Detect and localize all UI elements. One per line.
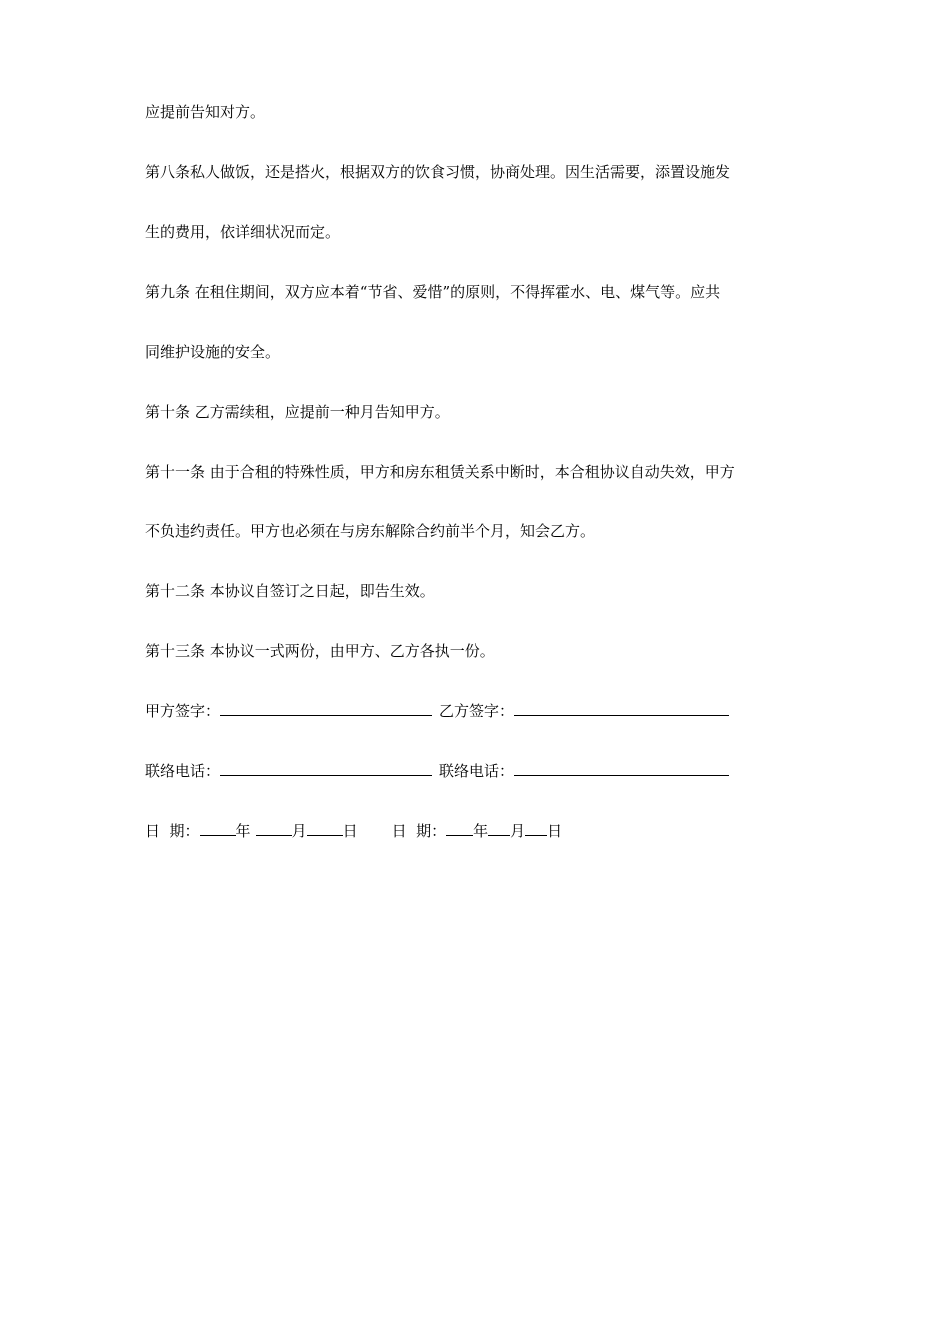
article-10: 第十条 乙方需续租，应提前一种月告知甲方。: [145, 403, 450, 421]
article-9-line-2: 同维护设施的安全。: [145, 343, 281, 361]
party-a-date-label: 日 期：: [145, 822, 200, 840]
party-b-month-unit: 月: [510, 822, 526, 840]
party-b-day-blank[interactable]: [525, 821, 547, 836]
article-12: 第十二条 本协议自签订之日起，即告生效。: [145, 582, 435, 600]
party-a-month-unit: 月: [291, 822, 307, 840]
party-b-month-blank[interactable]: [488, 821, 510, 836]
party-b-date-label: 日 期：: [391, 822, 447, 840]
article-8-line-2: 生的费用，依详细状况而定。: [145, 223, 341, 241]
party-b-year-unit: 年: [473, 822, 489, 840]
article-11-line-1: 第十一条 由于合租的特殊性质，甲方和房东租赁关系中断时，本合租协议自动失效，甲方: [145, 463, 735, 481]
article-11-line-2: 不负违约责任。甲方也必须在与房东解除合约前半个月，知会乙方。: [145, 522, 596, 540]
party-a-signature-label: 甲方签字：: [145, 702, 221, 720]
party-b-signature-label: 乙方签字：: [439, 702, 515, 720]
party-a-phone-label: 联络电话：: [145, 762, 221, 780]
article-9-line-1: 第九条 在租住期间，双方应本着“节省、爱惜”的原则，不得挥霍水、电、煤气等。应共: [145, 283, 721, 301]
party-a-year-unit: 年: [235, 822, 251, 840]
phone-row: [145, 761, 729, 781]
party-a-signature-blank[interactable]: [220, 701, 432, 716]
party-a-day-blank[interactable]: [307, 821, 343, 836]
article-13: 第十三条 本协议一式两份，由甲方、乙方各执一份。: [145, 642, 495, 660]
date-row: [145, 821, 562, 841]
party-b-year-blank[interactable]: [446, 821, 473, 836]
party-b-phone-label: 联络电话：: [439, 762, 515, 780]
party-b-signature-blank[interactable]: [514, 701, 729, 716]
party-a-day-unit: 日: [342, 822, 358, 840]
paragraph-line: 应提前告知对方。: [145, 103, 266, 121]
party-b-day-unit: 日: [547, 822, 563, 840]
party-a-phone-blank[interactable]: [220, 761, 432, 776]
party-a-year-blank[interactable]: [200, 821, 236, 836]
signature-row: [145, 701, 729, 721]
party-b-phone-blank[interactable]: [514, 761, 729, 776]
article-8-line-1: 第八条私人做饭，还是搭火，根据双方的饮食习惯，协商处理。因生活需要，添置设施发: [145, 163, 731, 181]
party-a-month-blank[interactable]: [256, 821, 292, 836]
